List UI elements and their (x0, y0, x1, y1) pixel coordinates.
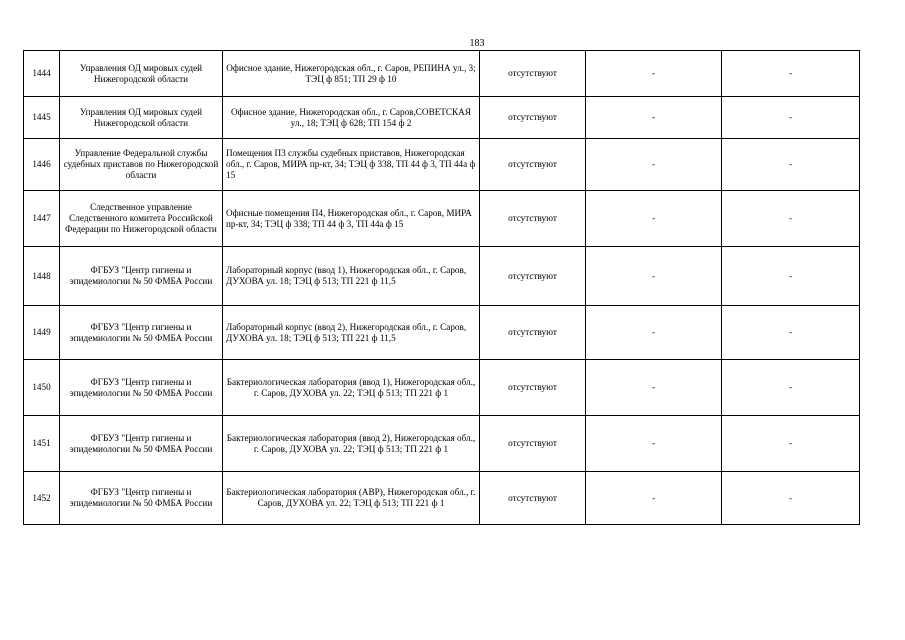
dash-cell: - (586, 416, 722, 472)
dash-cell: - (722, 416, 860, 472)
dash-cell: - (722, 360, 860, 416)
status-cell: отсутствуют (480, 139, 586, 191)
status-cell: отсутствуют (480, 306, 586, 360)
row-number-cell: 1446 (24, 139, 60, 191)
dash-cell: - (722, 247, 860, 306)
object-cell: Бактериологическая лаборатория (ввод 1), Нижегородская обл., г. Саров, ДУХОВА ул. 22; ТЭЦ ф 513; ТП 221 ф 1 (223, 360, 480, 416)
row-number-cell: 1451 (24, 416, 60, 472)
dash-cell: - (586, 97, 722, 139)
table-row (24, 139, 860, 191)
status-cell: отсутствуют (480, 416, 586, 472)
dash-cell: - (586, 360, 722, 416)
dash-cell: - (586, 191, 722, 247)
status-cell: отсутствуют (480, 360, 586, 416)
dash-cell: - (586, 306, 722, 360)
table-row (24, 472, 860, 525)
row-number-cell: 1452 (24, 472, 60, 525)
dash-cell: - (722, 139, 860, 191)
table-row (24, 51, 860, 97)
dash-cell: - (586, 247, 722, 306)
table-row (24, 360, 860, 416)
status-cell: отсутствуют (480, 191, 586, 247)
row-number-cell: 1448 (24, 247, 60, 306)
object-cell: Бактериологическая лаборатория (АВР), Нижегородская обл., г. Саров, ДУХОВА ул. 22; ТЭЦ ф 513; ТП 221 ф 1 (223, 472, 480, 525)
organization-cell: ФГБУЗ "Центр гигиены и эпидемиологии № 50 ФМБА России (60, 360, 223, 416)
status-cell: отсутствуют (480, 247, 586, 306)
organization-cell: Управление Федеральной службы судебных приставов по Нижегородской области (60, 139, 223, 191)
object-cell: Помещения П3 службы судебных приставов, Нижегородская обл., г. Саров, МИРА пр-кт, 34; ТЭЦ ф 338, ТП 44 ф 3, ТП 44а ф 15 (223, 139, 480, 191)
row-number-cell: 1444 (24, 51, 60, 97)
object-cell: Офисное здание, Нижегородская обл., г. Саров, РЕПИНА ул., 3; ТЭЦ ф 851; ТП 29 ф 10 (223, 51, 480, 97)
row-number-cell: 1449 (24, 306, 60, 360)
row-number-cell: 1447 (24, 191, 60, 247)
table-row (24, 416, 860, 472)
registry-table (23, 50, 860, 525)
object-cell: Лабораторный корпус (ввод 2), Нижегородская обл., г. Саров, ДУХОВА ул. 18; ТЭЦ ф 513; ТП 221 ф 11,5 (223, 306, 480, 360)
status-cell: отсутствуют (480, 97, 586, 139)
dash-cell: - (722, 306, 860, 360)
dash-cell: - (586, 472, 722, 525)
object-cell: Бактериологическая лаборатория (ввод 2), Нижегородская обл., г. Саров, ДУХОВА ул. 22; ТЭЦ ф 513; ТП 221 ф 1 (223, 416, 480, 472)
table-row (24, 191, 860, 247)
row-number-cell: 1445 (24, 97, 60, 139)
dash-cell: - (722, 97, 860, 139)
table-row (24, 306, 860, 360)
dash-cell: - (722, 51, 860, 97)
row-number-cell: 1450 (24, 360, 60, 416)
status-cell: отсутствуют (480, 51, 586, 97)
dash-cell: - (586, 51, 722, 97)
table-row (24, 97, 860, 139)
object-cell: Лабораторный корпус (ввод 1), Нижегородская обл., г. Саров, ДУХОВА ул. 18; ТЭЦ ф 513; ТП 221 ф 11,5 (223, 247, 480, 306)
table-row (24, 247, 860, 306)
organization-cell: ФГБУЗ "Центр гигиены и эпидемиологии № 50 ФМБА России (60, 416, 223, 472)
organization-cell: Управления ОД мировых судей Нижегородской области (60, 97, 223, 139)
organization-cell: ФГБУЗ "Центр гигиены и эпидемиологии № 50 ФМБА России (60, 472, 223, 525)
dash-cell: - (586, 139, 722, 191)
object-cell: Офисное здание, Нижегородская обл., г. Саров,СОВЕТСКАЯ ул., 18; ТЭЦ ф 628; ТП 154 ф 2 (223, 97, 480, 139)
status-cell: отсутствуют (480, 472, 586, 525)
dash-cell: - (722, 472, 860, 525)
page-number: 183 (469, 38, 485, 49)
object-cell: Офисные помещения П4, Нижегородская обл., г. Саров, МИРА пр-кт, 34; ТЭЦ ф 338; ТП 44 ф 3, ТП 44а ф 15 (223, 191, 480, 247)
organization-cell: ФГБУЗ "Центр гигиены и эпидемиологии № 50 ФМБА России (60, 247, 223, 306)
dash-cell: - (722, 191, 860, 247)
organization-cell: ФГБУЗ "Центр гигиены и эпидемиологии № 50 ФМБА России (60, 306, 223, 360)
organization-cell: Управления ОД мировых судей Нижегородской области (60, 51, 223, 97)
organization-cell: Следственное управление Следственного комитета Российской Федерации по Нижегородской области (60, 191, 223, 247)
